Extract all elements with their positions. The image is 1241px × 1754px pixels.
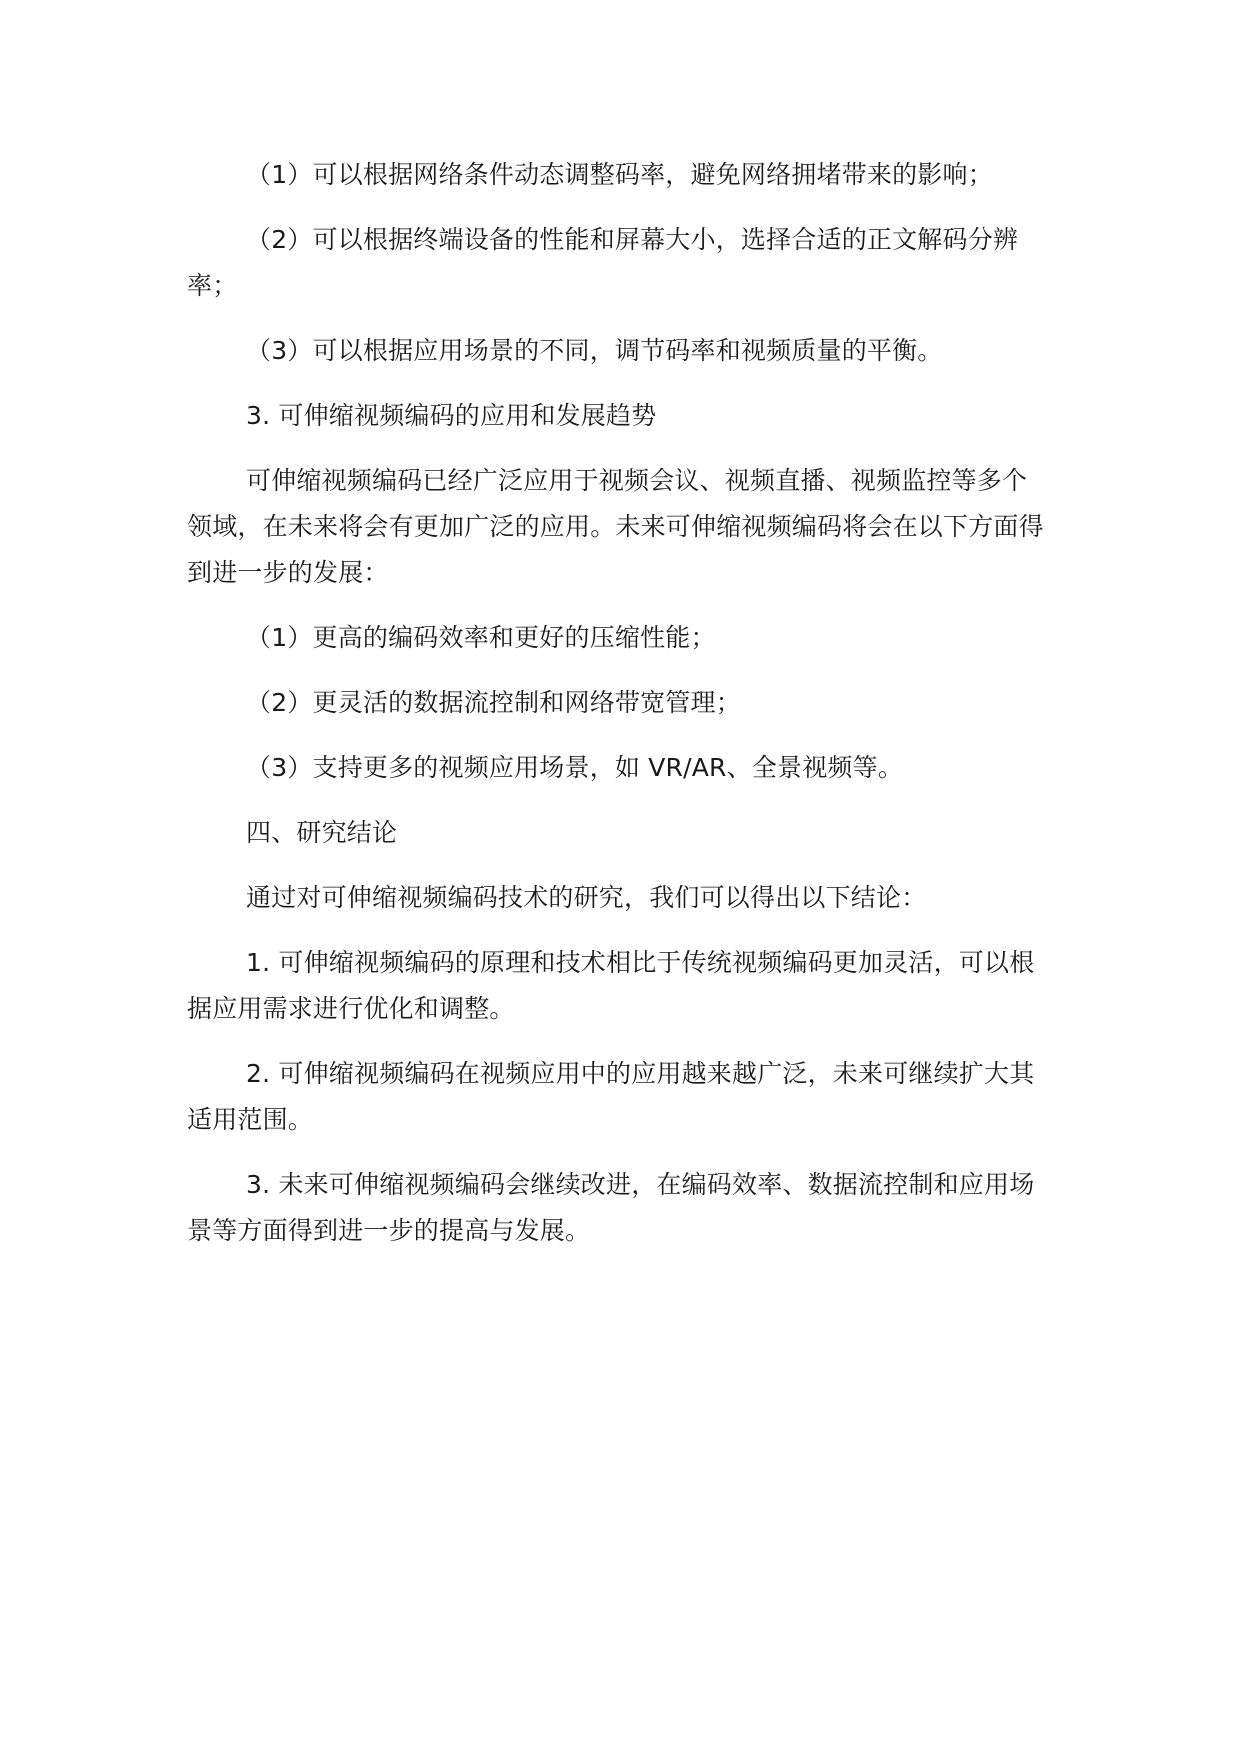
- conclusion-item: 3. 未来可伸缩视频编码会继续改进，在编码效率、数据流控制和应用场景等方面得到进一步的提高与发展。: [187, 1170, 1035, 1245]
- conclusion-item: 2. 可伸缩视频编码在视频应用中的应用越来越广泛，未来可继续扩大其适用范围。: [187, 1059, 1035, 1134]
- list-item: （3）支持更多的视频应用场景，如 VR/AR、全景视频等。: [246, 753, 904, 782]
- section-heading: 四、研究结论: [246, 818, 398, 847]
- body-paragraph: 通过对可伸缩视频编码技术的研究，我们可以得出以下结论：: [246, 883, 927, 912]
- conclusion-item: 1. 可伸缩视频编码的原理和技术相比于传统视频编码更加灵活，可以根据应用需求进行优化和调整。: [187, 948, 1035, 1023]
- document-body: [187, 152, 1047, 1273]
- list-item: （2）可以根据终端设备的性能和屏幕大小，选择合适的正文解码分辨率；: [187, 225, 1019, 300]
- list-item: （2）更灵活的数据流控制和网络带宽管理；: [246, 688, 741, 717]
- body-paragraph: 可伸缩视频编码已经广泛应用于视频会议、视频直播、视频监控等多个领域，在未来将会有更加广泛的应用。未来可伸缩视频编码将会在以下方面得到进一步的发展：: [187, 466, 1044, 587]
- list-item: （1）更高的编码效率和更好的压缩性能；: [246, 623, 716, 652]
- list-item: （3）可以根据应用场景的不同，调节码率和视频质量的平衡。: [246, 336, 943, 365]
- list-item: （1）可以根据网络条件动态调整码率，避免网络拥堵带来的影响；: [246, 160, 993, 189]
- section-heading: 3. 可伸缩视频编码的应用和发展趋势: [246, 401, 657, 430]
